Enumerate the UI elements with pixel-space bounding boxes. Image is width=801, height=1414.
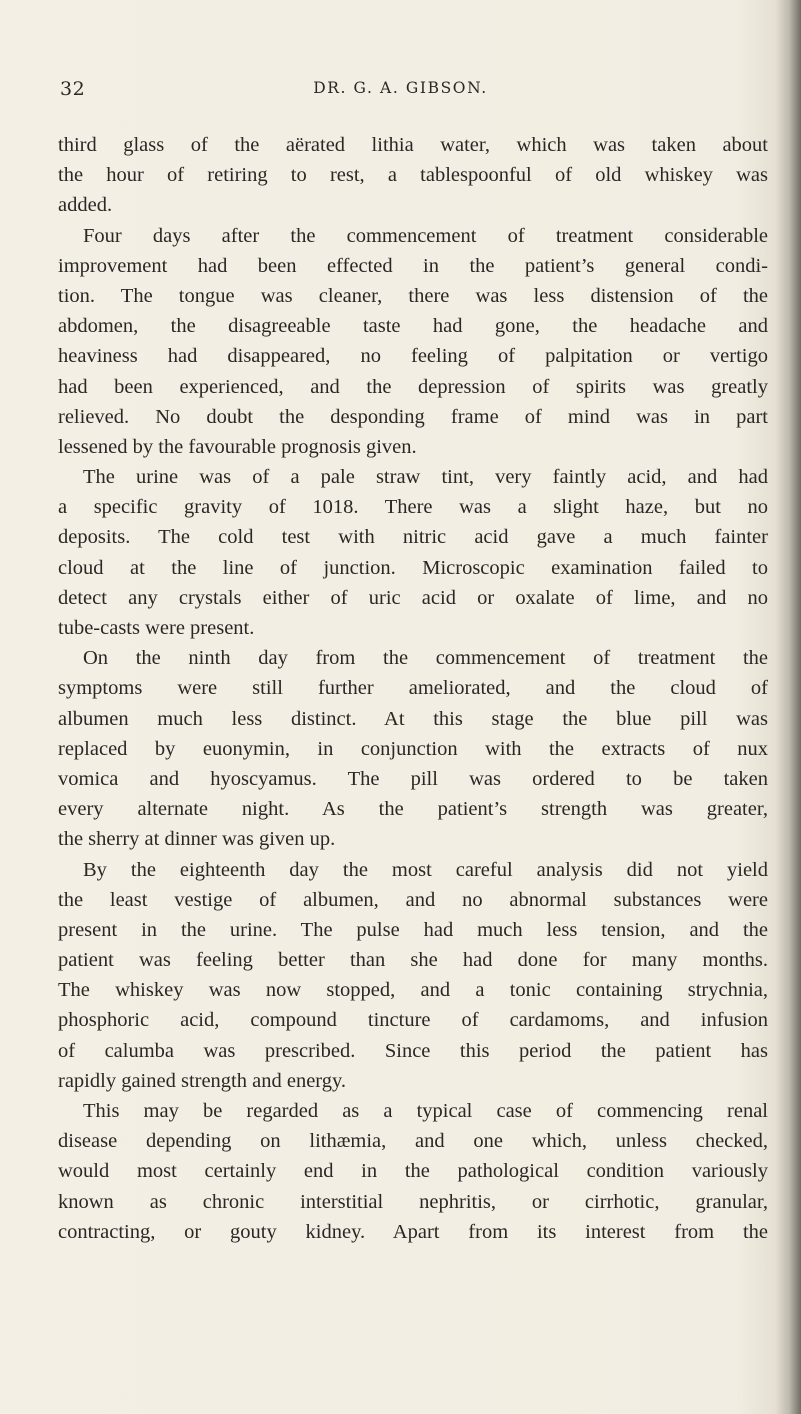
text-line: relieved. No doubt the desponding frame of mind was in part bbox=[58, 405, 768, 428]
text-line: the least vestige of albumen, and no abnormal substances were bbox=[58, 888, 768, 911]
text-line: replaced by euonymin, in conjunction with the extracts of nux bbox=[58, 737, 768, 760]
text-line: would most certainly end in the pathological condition variously bbox=[58, 1160, 768, 1183]
text-line: lessened by the favourable prognosis given. bbox=[58, 435, 417, 458]
text-line: a specific gravity of 1018. There was a slight haze, but no bbox=[58, 496, 768, 519]
text-line: By the eighteenth day the most careful analysis did not yield bbox=[83, 858, 768, 881]
text-line: every alternate night. As the patient’s strength was greater, bbox=[58, 798, 768, 821]
text-line: added. bbox=[58, 194, 113, 217]
text-line: symptoms were still further ameliorated, and the cloud of bbox=[58, 677, 768, 700]
text-line: vomica and hyoscyamus. The pill was ordered to be taken bbox=[58, 767, 768, 790]
text-line: disease depending on lithæmia, and one which, unless checked, bbox=[58, 1130, 768, 1153]
page-edge-shadow bbox=[775, 0, 801, 1414]
text-line: contracting, or gouty kidney. Apart from its interest from the bbox=[58, 1220, 768, 1243]
text-line: improvement had been effected in the patient’s general condi- bbox=[58, 254, 768, 277]
text-line: This may be regarded as a typical case of commencing renal bbox=[83, 1100, 768, 1122]
text-line: rapidly gained strength and energy. bbox=[58, 1069, 347, 1092]
text-line: abdomen, the disagreeable taste had gone, the headache and bbox=[58, 315, 768, 338]
body-text bbox=[58, 130, 768, 1247]
text-line: patient was feeling better than she had done for many months. bbox=[58, 949, 768, 972]
text-line: phosphoric acid, compound tincture of cardamoms, and infusion bbox=[58, 1009, 768, 1032]
page-header bbox=[0, 78, 801, 108]
text-line: Four days after the commencement of treatment considerable bbox=[83, 224, 768, 247]
text-line: The urine was of a pale straw tint, very faintly acid, and had bbox=[83, 466, 768, 489]
text-line: tion. The tongue was cleaner, there was less distension of the bbox=[58, 284, 768, 307]
text-line: cloud at the line of junction. Microscopic examination failed to bbox=[58, 556, 768, 579]
text-line: known as chronic interstitial nephritis, or cirrhotic, granular, bbox=[58, 1190, 768, 1213]
text-line: of calumba was prescribed. Since this period the patient has bbox=[58, 1039, 768, 1062]
text-line: The whiskey was now stopped, and a tonic containing strychnia, bbox=[58, 979, 768, 1002]
text-line: tube-casts were present. bbox=[58, 617, 255, 639]
text-line: present in the urine. The pulse had much less tension, and the bbox=[58, 918, 768, 941]
text-line: detect any crystals either of uric acid or oxalate of lime, and no bbox=[58, 586, 768, 609]
text-line: the sherry at dinner was given up. bbox=[58, 828, 336, 851]
text-line: albumen much less distinct. At this stage the blue pill was bbox=[58, 707, 768, 730]
page-number: 32 bbox=[60, 78, 86, 100]
text-line: had been experienced, and the depression of spirits was greatly bbox=[58, 375, 768, 398]
running-head: DR. G. A. GIBSON. bbox=[313, 79, 488, 97]
text-line: On the ninth day from the commencement of treatment the bbox=[83, 647, 768, 670]
text-line: the hour of retiring to rest, a tablespoonful of old whiskey was bbox=[58, 164, 768, 187]
text-line: deposits. The cold test with nitric acid gave a much fainter bbox=[58, 526, 768, 549]
text-line: heaviness had disappeared, no feeling of palpitation or vertigo bbox=[58, 345, 768, 368]
text-line: third glass of the aërated lithia water, which was taken about bbox=[58, 134, 768, 156]
